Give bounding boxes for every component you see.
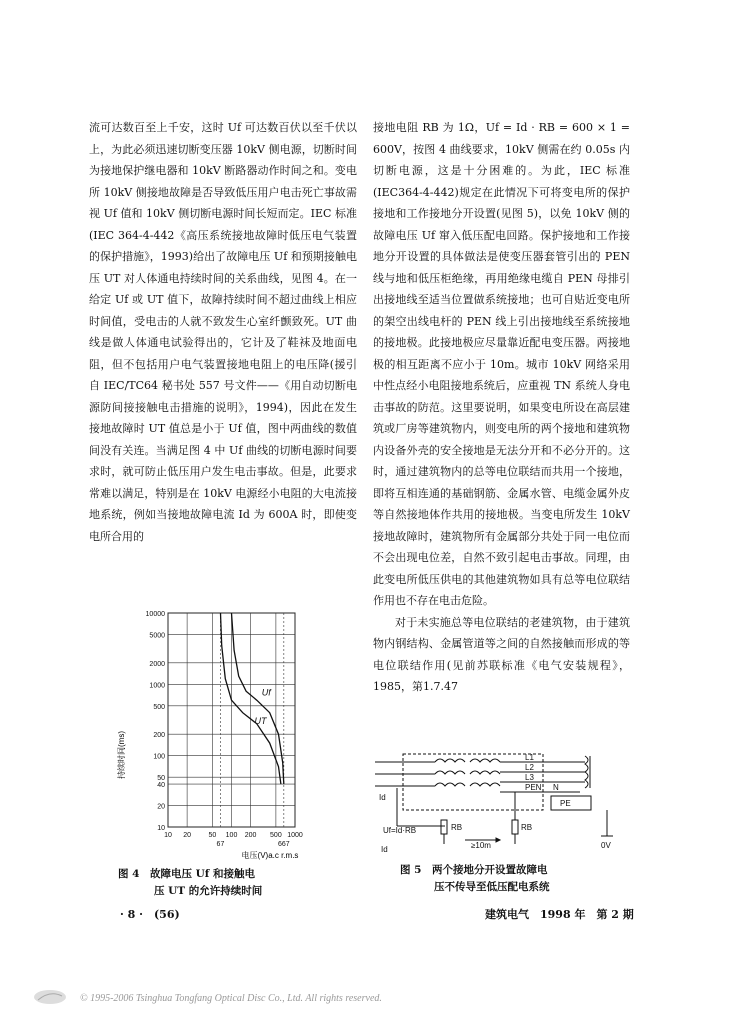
label-rb-1: RB: [451, 823, 463, 832]
figure4-y-tick-label: 10000: [145, 611, 165, 618]
label-pe: PE: [560, 799, 571, 808]
figure4-y-tick-label: 20: [157, 803, 165, 811]
figure4-y-tick-label: 500: [153, 703, 165, 711]
figure4-curve-label-uf: Uf: [261, 687, 271, 698]
footer-page-number: · 8 · (56): [120, 908, 180, 921]
label-l1: L1: [525, 753, 534, 762]
figure5-caption: [400, 862, 630, 896]
right-column: [373, 117, 630, 698]
figure4-x-extra-tick-label: 667: [277, 841, 290, 848]
cnki-logo-icon: [30, 988, 70, 1006]
figure4-ylabel: 持续时间(ms): [117, 731, 126, 779]
figure4-x-tick-label: 50: [208, 832, 217, 839]
figure4-y-tick-label: 5000: [149, 632, 165, 640]
figure4-x-tick-label: 200: [244, 832, 257, 839]
right-paragraph-1: 接地电阻 RB 为 1Ω，Uf = Id · RB = 600 × 1 = 600V，按图 4 曲线要求，10kV 侧需在约 0.05s 内切断电源，这是十分困难的。为此，IEC 标准(IEC364-4-442)规定在此情况下可将变电所的保护接地和工作接地分开设置(见图 5)，以免 10kV 侧的故障电压 Uf 窜入低压配电回路。保护接地和工作接地分开设置的具体做法是使变压器套管引出的 PEN 线与地和低压柜绝缘，再用绝缘电缆自 PEN 母排引出接地线至适当位置做系统接地；也可自贴近变电所的架空出线电杆的 PEN 线上引出接地线至系统接地的接地极。此接地极应尽量靠近配电变压器。两接地极的相互距离不应小于 10m。城市 10kV 网络采用中性点经小电阻接地系统后，应重视 TN 系统人身电击事故的防范。这里要说明，如果变电所设在高层建筑或厂房等建筑物内，则变电所的两个接地和建筑物内设备外壳的安全接地是无法分开和不必分开的。这时，通过建筑物内的总等电位联结而共用一个接地，即将互相连通的基础钢筋、金属水管、电缆金属外皮等自然接地体作共用的接地极。当变电所发生 10kV 接地故障时，建筑物所有金属部分共处于同一电位而不会出现电位差，自然不致引起电击事故。同理，由此变电所低压供电的其他建筑物如具有总等电位联结作用也不存在电击危险。: [373, 121, 630, 607]
figure4-plot-area: [146, 611, 303, 848]
figure5-caption-line2: 压不传导至低压配电系统: [434, 881, 550, 893]
figure4-caption: [118, 866, 348, 900]
figure4-y-tick-label: 40: [157, 782, 165, 790]
figure4-chart: [110, 605, 350, 863]
distribution-lines: [500, 756, 590, 792]
figure4-x-tick-label: 100: [225, 832, 238, 839]
label-n: N: [553, 783, 559, 792]
copyright-notice: © 1995-2006 Tsinghua Tongfang Optical Disc Co., Ltd. All rights reserved.: [80, 993, 382, 1004]
figure4-x-tick-label: 10: [164, 832, 172, 839]
label-l2: L2: [525, 763, 534, 772]
left-column: [89, 117, 357, 547]
footer-journal: 建筑电气 1998 年 第 2 期: [485, 908, 634, 921]
label-rb-2: RB: [521, 823, 533, 832]
label-pen: PEN: [525, 783, 542, 792]
figure4-x-tick-label: 1000: [287, 832, 303, 839]
figure4-caption-line1: 图 4 故障电压 Uf 和接触电: [118, 868, 255, 880]
left-paragraph-1: 流可达数百至上千安，这时 Uf 可达数百伏以至千伏以上，为此必须迅速切断变压器 10kV 侧电源，切断时间为接地保护继电器和 10kV 断路器动作时间之和。变电所 10kV 侧接地故障是否导致低压用户电击死亡事故需视 Uf 值和 10kV 侧切断电源时间长短而定。IEC 标准(IEC 364-4-442《高压系统接地故障时低压电气装置的保护措施》，1993)给出了故障电压 Uf 和预期接触电压 UT 对人体通电持续时间的关系曲线，见图 4。在一给定 Uf 或 UT 值下，故障持续时间不超过曲线上相应时间值，受电击的人就不致发生心室纤颤致死。UT 曲线是做人体通电试验得出的，它计及了鞋袜及地面电阻，但不包括用户电气装置接地电阻上的电压降(援引自 IEC/TC64 秘书处 557 号文件——《用自动切断电源防间接接触电击措施的说明》，1994)，因此在发生接地故障时 UT 值总是小于 Uf 值，图中两曲线的数值间没有关连。当满足图 4 中 Uf 曲线的切断电源时间要求时，就可防止低压用户发生电击事故。但是，此要求常难以满足，特别是在 10kV 电源经小电阻的大电流接地系统，例如当接地故障电流 Id 为 600A 时，即使变电所合用的: [89, 121, 357, 543]
figure4-x-tick-label: 500: [270, 832, 282, 839]
figure4-y-tick-label: 200: [153, 732, 165, 740]
figure5-caption-line1: 图 5 两个接地分开设置故障电: [400, 864, 548, 876]
label-id: Id: [379, 793, 386, 802]
figure4-xlabel: 电压(V)a.c r.m.s: [241, 851, 299, 860]
label-0v: 0V: [601, 841, 611, 850]
figure4-y-tick-label: 2000: [149, 660, 165, 668]
pe-box: [551, 796, 591, 810]
figure4-x-tick-label: 20: [183, 832, 192, 839]
figure4-curve-label-ut: UT: [254, 715, 267, 726]
label-distance: ≥10m: [471, 841, 491, 850]
figure4-caption-line2: 压 UT 的允许持续时间: [154, 885, 263, 897]
figure5-diagram: [375, 748, 635, 858]
label-l3: L3: [525, 773, 534, 782]
right-paragraph-2: 对于未实施总等电位联结的老建筑物，由于建筑物内钢结构、金属管道等之间的自然接触而形成的等电位联结作用(见前苏联标准《电气安装规程》，1985，第1.7.47: [373, 615, 630, 693]
figure4-y-tick-label: 10: [157, 825, 165, 832]
figure4-y-tick-label: 100: [153, 753, 165, 761]
figure4-y-tick-label: 1000: [149, 682, 165, 690]
figure4-y-tick-label: 50: [157, 775, 165, 783]
figure4-x-extra-tick-label: 67: [216, 841, 225, 848]
label-uf-eq: Uf=Id·RB: [383, 826, 417, 835]
label-id-2: Id: [381, 845, 388, 854]
